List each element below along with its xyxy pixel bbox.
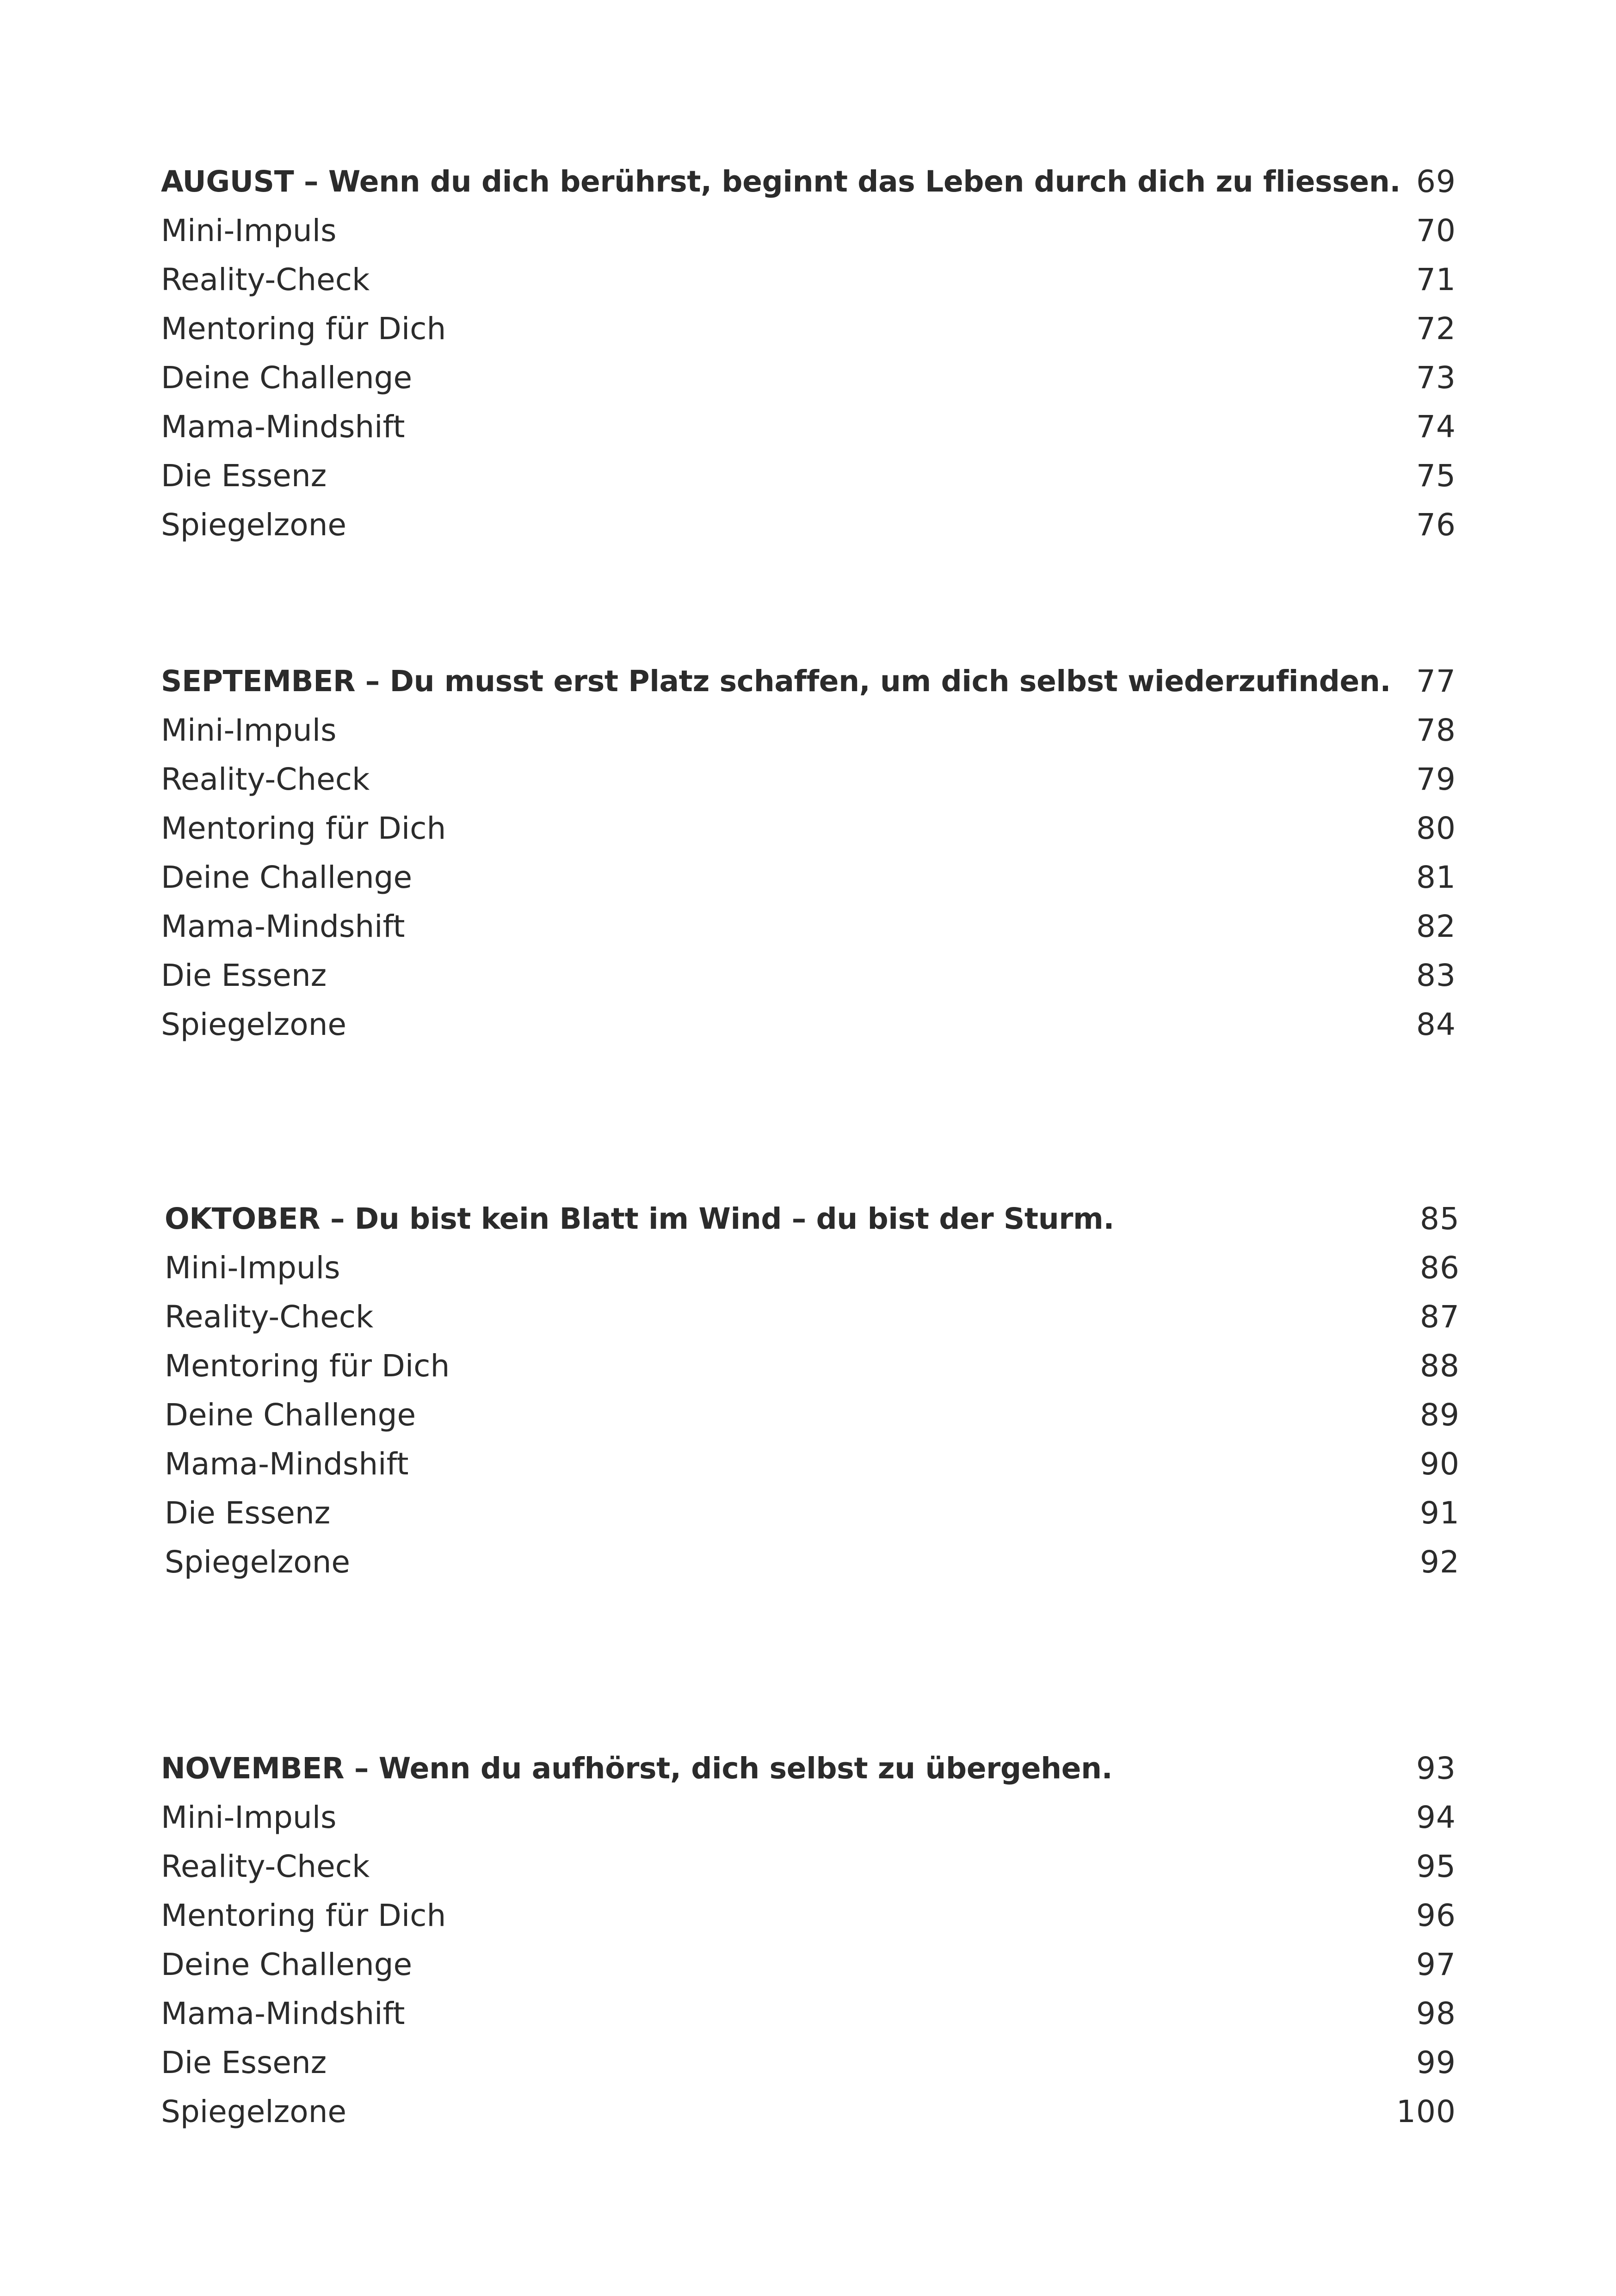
toc-entry-title: Die Essenz xyxy=(165,1495,331,1531)
toc-entry[interactable] xyxy=(161,1940,1456,1989)
toc-entry[interactable] xyxy=(161,2087,1456,2136)
toc-page-number: 83 xyxy=(1416,958,1456,993)
toc-entry-title: Reality-Check xyxy=(161,262,370,297)
toc-entry-title: Mama-Mindshift xyxy=(161,909,405,944)
toc-entry[interactable] xyxy=(161,706,1456,755)
toc-section-august xyxy=(161,157,1456,550)
toc-entry-title: Spiegelzone xyxy=(161,2094,347,2129)
toc-entry[interactable] xyxy=(161,255,1456,304)
toc-entry[interactable] xyxy=(161,853,1456,902)
toc-entry-title: Reality-Check xyxy=(165,1299,374,1335)
toc-page-number: 99 xyxy=(1416,2045,1456,2080)
toc-entry-title: Mini-Impuls xyxy=(161,213,337,248)
toc-entry[interactable] xyxy=(161,951,1456,1000)
toc-page-number: 76 xyxy=(1416,507,1456,543)
toc-entry-title: Mentoring für Dich xyxy=(161,811,446,846)
toc-entry-title: Mentoring für Dich xyxy=(161,311,446,347)
toc-page-number: 85 xyxy=(1420,1201,1460,1237)
toc-page-number: 88 xyxy=(1420,1348,1460,1384)
toc-entry[interactable] xyxy=(161,755,1456,804)
toc-page-number: 89 xyxy=(1420,1397,1460,1433)
toc-page-number: 100 xyxy=(1396,2094,1456,2129)
toc-heading[interactable] xyxy=(161,157,1456,206)
toc-entry[interactable] xyxy=(165,1342,1460,1391)
toc-entry[interactable] xyxy=(161,206,1456,255)
toc-entry-title: Die Essenz xyxy=(161,958,327,993)
toc-heading-title: NOVEMBER – Wenn du aufhörst, dich selbst zu übergehen. xyxy=(161,1751,1113,1785)
toc-entry-title: Mama-Mindshift xyxy=(165,1446,409,1482)
toc-page-number: 78 xyxy=(1416,712,1456,748)
toc-entry-title: Mini-Impuls xyxy=(165,1250,340,1286)
toc-entry[interactable] xyxy=(165,1440,1460,1489)
toc-entry-title: Mentoring für Dich xyxy=(161,1898,446,1933)
toc-page-number: 71 xyxy=(1416,262,1456,297)
toc-page-number: 84 xyxy=(1416,1007,1456,1042)
toc-heading[interactable] xyxy=(161,1744,1456,1793)
toc-entry[interactable] xyxy=(161,402,1456,452)
toc-page-number: 69 xyxy=(1416,164,1456,199)
toc-entry-title: Spiegelzone xyxy=(165,1544,351,1580)
toc-page-number: 95 xyxy=(1416,1849,1456,1884)
toc-entry[interactable] xyxy=(161,304,1456,353)
toc-section-september xyxy=(161,657,1456,1049)
toc-entry[interactable] xyxy=(165,1538,1460,1587)
toc-entry-title: Mama-Mindshift xyxy=(161,1996,405,2031)
toc-entry-title: Die Essenz xyxy=(161,2045,327,2080)
toc-page-number: 96 xyxy=(1416,1898,1456,1933)
toc-entry-title: Reality-Check xyxy=(161,761,370,797)
toc-entry[interactable] xyxy=(161,1000,1456,1049)
toc-heading-title: AUGUST – Wenn du dich berührst, beginnt das Leben durch dich zu fliessen. xyxy=(161,165,1401,198)
toc-page-number: 72 xyxy=(1416,311,1456,347)
toc-entry-title: Mama-Mindshift xyxy=(161,409,405,445)
toc-entry[interactable] xyxy=(161,1793,1456,1842)
toc-page-number: 79 xyxy=(1416,761,1456,797)
toc-entry-title: Spiegelzone xyxy=(161,1007,347,1042)
toc-entry[interactable] xyxy=(161,902,1456,951)
toc-entry-title: Deine Challenge xyxy=(165,1397,416,1433)
toc-page-number: 82 xyxy=(1416,909,1456,944)
toc-heading[interactable] xyxy=(165,1194,1460,1244)
toc-entry-title: Reality-Check xyxy=(161,1849,370,1884)
toc-page-number: 97 xyxy=(1416,1947,1456,1982)
toc-entry[interactable] xyxy=(161,1989,1456,2038)
toc-page-number: 94 xyxy=(1416,1800,1456,1835)
toc-page-number: 74 xyxy=(1416,409,1456,445)
toc-entry-title: Deine Challenge xyxy=(161,1947,413,1982)
toc-page-number: 98 xyxy=(1416,1996,1456,2031)
toc-entry-title: Mini-Impuls xyxy=(161,1800,337,1835)
toc-page-number: 73 xyxy=(1416,360,1456,396)
toc-entry-title: Mini-Impuls xyxy=(161,712,337,748)
toc-entry[interactable] xyxy=(165,1244,1460,1293)
toc-page-number: 75 xyxy=(1416,458,1456,494)
toc-entry[interactable] xyxy=(161,2038,1456,2087)
toc-entry[interactable] xyxy=(161,1891,1456,1940)
toc-page-number: 80 xyxy=(1416,811,1456,846)
toc-entry[interactable] xyxy=(161,452,1456,501)
toc-entry[interactable] xyxy=(161,1842,1456,1891)
toc-entry[interactable] xyxy=(161,353,1456,402)
toc-page-number: 70 xyxy=(1416,213,1456,248)
toc-page-number: 91 xyxy=(1420,1495,1460,1531)
toc-entry-title: Spiegelzone xyxy=(161,507,347,543)
toc-heading[interactable] xyxy=(161,657,1456,706)
toc-page-number: 86 xyxy=(1420,1250,1460,1286)
toc-section-oktober xyxy=(165,1194,1460,1587)
toc-entry[interactable] xyxy=(161,501,1456,550)
toc-page-number: 93 xyxy=(1416,1751,1456,1786)
toc-entry-title: Mentoring für Dich xyxy=(165,1348,450,1384)
toc-heading-title: SEPTEMBER – Du musst erst Platz schaffen, um dich selbst wiederzufinden. xyxy=(161,664,1391,698)
toc-page-number: 81 xyxy=(1416,860,1456,895)
toc-entry-title: Die Essenz xyxy=(161,458,327,494)
toc-entry-title: Deine Challenge xyxy=(161,860,413,895)
toc-entry-title: Deine Challenge xyxy=(161,360,413,396)
toc-entry[interactable] xyxy=(165,1489,1460,1538)
toc-entry[interactable] xyxy=(165,1391,1460,1440)
toc-page-number: 87 xyxy=(1420,1299,1460,1335)
toc-page-number: 92 xyxy=(1420,1544,1460,1580)
toc-page-number: 77 xyxy=(1416,663,1456,699)
toc-section-november xyxy=(161,1744,1456,2136)
toc-entry[interactable] xyxy=(165,1293,1460,1342)
toc-page-number: 90 xyxy=(1420,1446,1460,1482)
toc-heading-title: OKTOBER – Du bist kein Blatt im Wind – du bist der Sturm. xyxy=(165,1202,1115,1236)
toc-entry[interactable] xyxy=(161,804,1456,853)
